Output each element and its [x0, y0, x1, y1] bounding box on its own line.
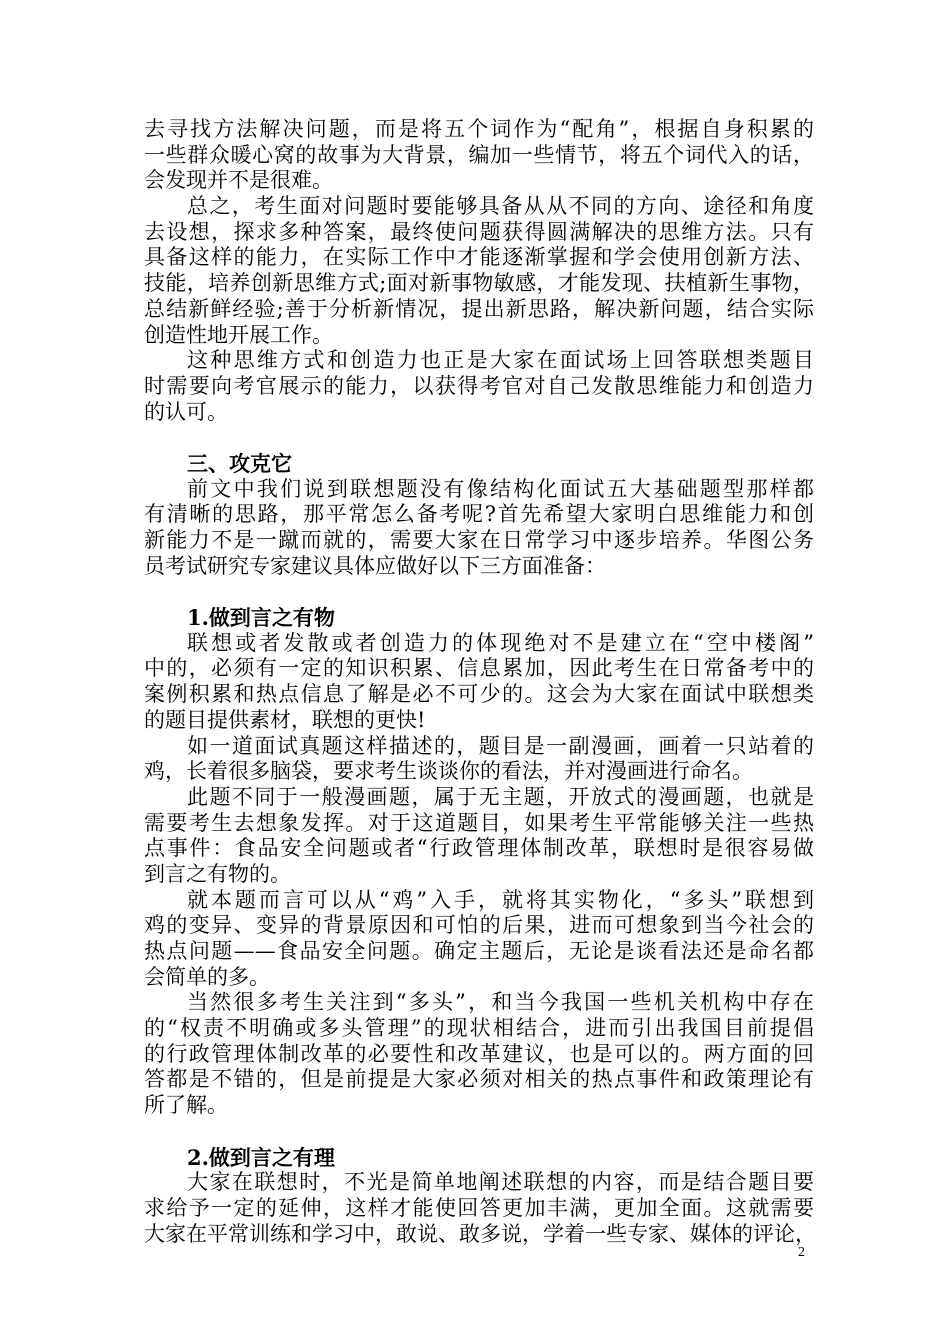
- text-line: 总之，考生面对问题时要能够具备从从不同的方向、途径和角度: [187, 194, 814, 219]
- text-line: 时需要向考官展示的能力，以获得考官对自己发散思维能力和创造力: [144, 373, 814, 398]
- text-line: 联想或者发散或者创造力的体现绝对不是建立在“空中楼阁”: [187, 630, 814, 655]
- blank-line: [144, 579, 814, 605]
- text-line: 会简单的多。: [144, 964, 270, 989]
- blank-line: [144, 1119, 814, 1145]
- paragraph: [144, 785, 814, 888]
- text-line: 案例积累和热点信息了解是必不可少的。这会为大家在面试中联想类: [144, 682, 814, 707]
- text-line: 这种思维方式和创造力也正是大家在面试场上回答联想类题目: [187, 348, 814, 373]
- text-line: 当然很多考生关注到“多头”，和当今我国一些机关机构中存在: [187, 990, 814, 1015]
- paragraph: [144, 348, 814, 425]
- text-line: 答都是不错的，但是前提是大家必须对相关的热点事件和政策理论有: [144, 1067, 814, 1092]
- text-line: 技能，培养创新思维方式;面对新事物敏感，才能发现、扶植新生事物，: [144, 271, 814, 296]
- text-line: 会发现并不是很难。: [144, 168, 333, 193]
- paragraph: [144, 194, 814, 348]
- paragraph: [144, 1170, 814, 1247]
- text-line: 大家在联想时，不光是简单地阐述联想的内容，而是结合题目要: [187, 1170, 814, 1195]
- text-line: 具备这样的能力，在实际工作中才能逐渐掌握和学会使用创新方法、: [144, 245, 814, 270]
- text-line: 点事件：食品安全问题或者“行政管理体制改革，联想时是很容易做: [144, 836, 814, 861]
- text-line: 员考试研究专家建议具体应做好以下三方面准备：: [144, 553, 606, 578]
- paragraph: [144, 631, 814, 734]
- document-body: [144, 117, 814, 1247]
- section-heading: 2.做到言之有理: [187, 1144, 335, 1170]
- text-line: 有清晰的思路，那平常怎么备考呢?首先希望大家明白思维能力和创: [144, 502, 814, 527]
- text-line: 如一道面试真题这样描述的，题目是一副漫画，画着一只站着的: [187, 733, 814, 758]
- text-line: 去寻找方法解决问题，而是将五个词作为“配角”，根据自身积累的: [144, 117, 814, 141]
- text-line: 创造性地开展工作。: [144, 322, 333, 347]
- text-line: 到言之有物的。: [144, 861, 291, 886]
- text-line: 一些群众暖心窝的故事为大背景，编加一些情节，将五个词代入的话，: [144, 142, 814, 167]
- text-line: 鸡的变异、变异的背景原因和可怕的后果，进而可想象到当今社会的: [144, 913, 814, 938]
- text-line: 去设想，探求多种答案，最终使问题获得圆满解决的思维方法。只有: [144, 219, 814, 244]
- text-line: 的行政管理体制改革的必要性和改革建议，也是可以的。两方面的回: [144, 1041, 814, 1066]
- text-line: 需要考生去想象发挥。对于这道题目，如果考生平常能够关注一些热: [144, 810, 814, 835]
- text-line: 的“权责不明确或多头管理”的现状相结合，进而引出我国目前提倡: [144, 1016, 814, 1041]
- text-line: 就本题而言可以从“鸡”入手，就将其实物化，“多头”联想到: [187, 887, 814, 912]
- paragraph: [144, 990, 814, 1118]
- paragraph: [144, 734, 814, 785]
- text-line: 中的，必须有一定的知识积累、信息累加，因此考生在日常备考中的: [144, 656, 814, 681]
- text-line: 的题目提供素材，联想的更快!: [144, 707, 426, 732]
- text-line: 前文中我们说到联想题没有像结构化面试五大基础题型那样都: [187, 476, 814, 501]
- paragraph: [144, 117, 814, 194]
- text-line: 此题不同于一般漫画题，属于无主题，开放式的漫画题，也就是: [187, 784, 814, 809]
- text-line: 鸡，长着很多脑袋，要求考生谈谈你的看法，并对漫画进行命名。: [144, 759, 753, 784]
- text-line: 总结新鲜经验;善于分析新情况，提出新思路，解决新问题，结合实际: [144, 296, 814, 321]
- section-heading: 1.做到言之有物: [187, 605, 335, 631]
- section-heading: 三、攻克它: [187, 450, 292, 476]
- text-line: 大家在平常训练和学习中，敢说、敢多说，学着一些专家、媒体的评论，: [144, 1221, 816, 1246]
- page-number: 2: [798, 1245, 805, 1260]
- text-line: 求给予一定的延伸，这样才能使回答更加丰满，更加全面。这就需要: [144, 1195, 814, 1220]
- blank-line: [144, 425, 814, 451]
- text-line: 的认可。: [144, 399, 228, 424]
- paragraph: [144, 477, 814, 580]
- text-line: 热点问题——食品安全问题。确定主题后，无论是谈看法还是命名都: [144, 939, 814, 963]
- paragraph: [144, 888, 814, 991]
- text-line: 新能力不是一蹴而就的，需要大家在日常学习中逐步培养。华图公务: [144, 528, 814, 552]
- text-line: 所了解。: [144, 1093, 228, 1118]
